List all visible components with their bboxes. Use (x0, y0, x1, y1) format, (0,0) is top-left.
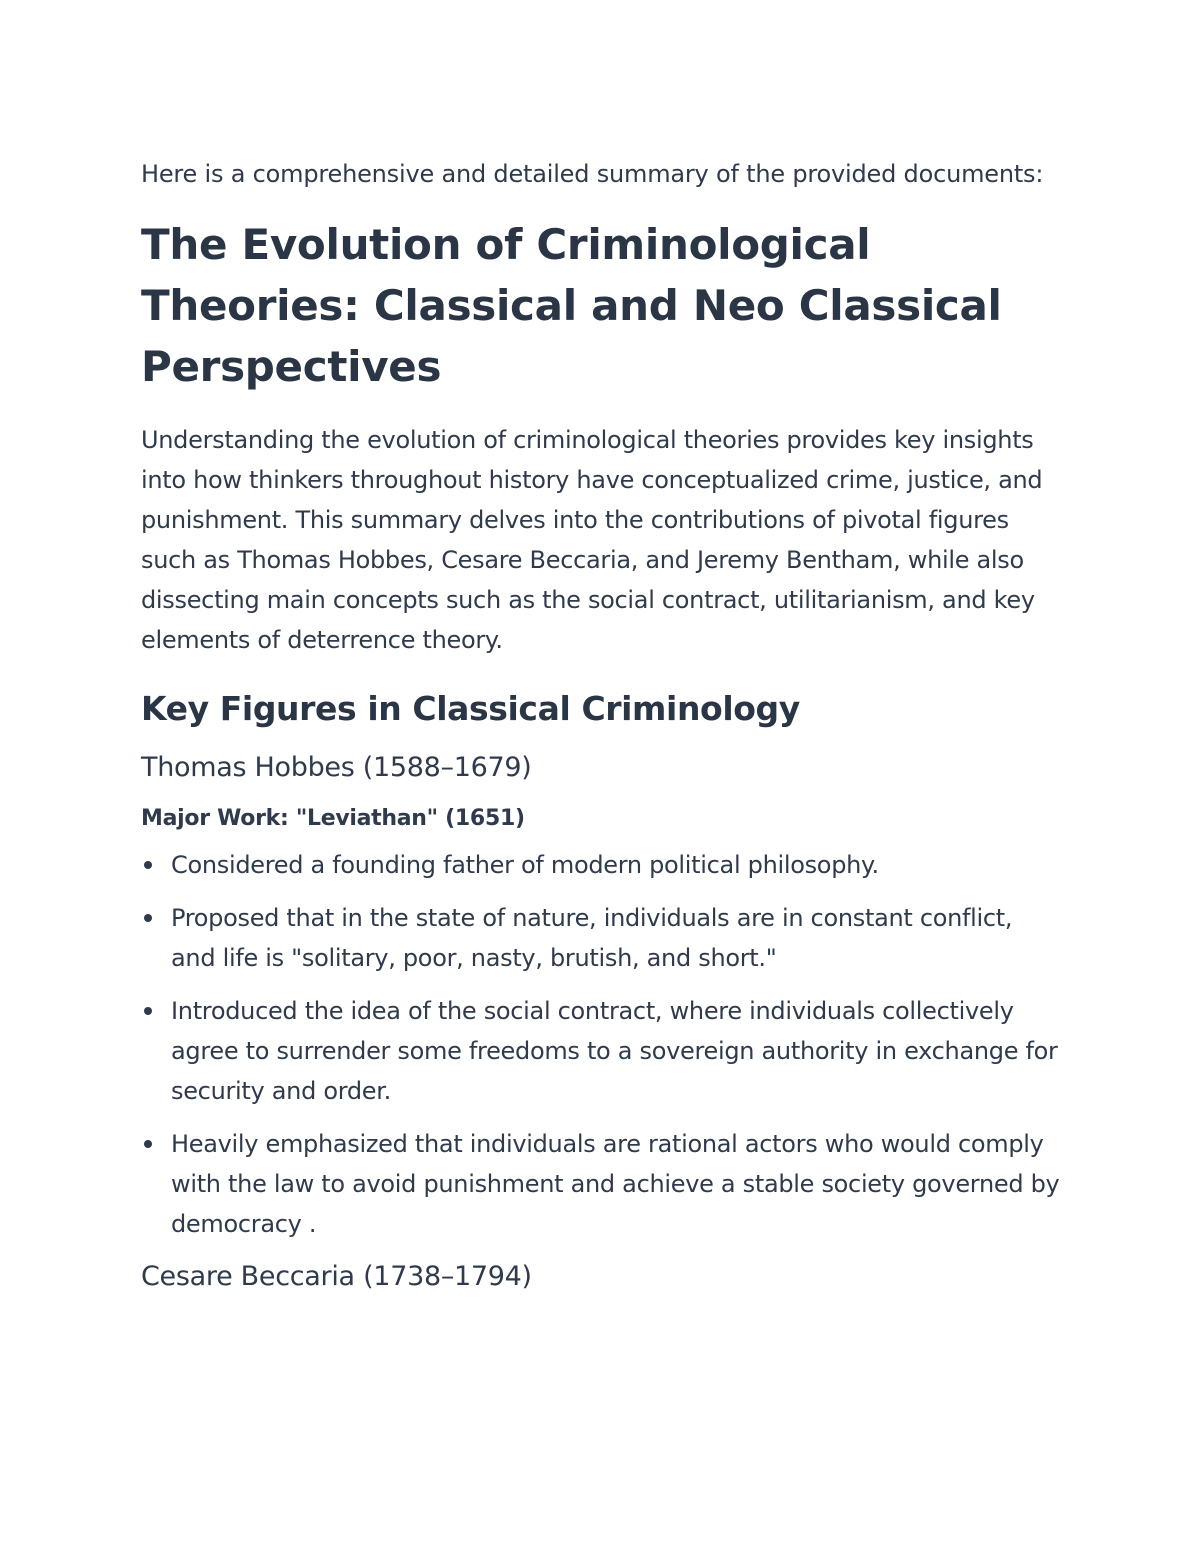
list-item-text: Considered a founding father of modern political philosophy. (171, 851, 879, 879)
intro-text: Here is a comprehensive and detailed summary of the provided documents: (141, 160, 1044, 188)
overview-paragraph: Understanding the evolution of criminological theories provides key insights into how thinkers throughout history have conceptualized crime, justice, and punishment. This summary delves into the contributions of pivotal figures such as Thomas Hobbes, Cesare Beccaria, and Jeremy Bentham, while also dissecting main concepts such as the social contract, utilitarianism, and key elements of deterrence theory. (141, 426, 1043, 654)
bullet-icon (144, 1140, 152, 1148)
list-item-text: Introduced the idea of the social contract, where individuals collectively agree to surrender some freedoms to a sovereign authority in exchange for security and order. (171, 997, 1058, 1105)
bullet-icon (144, 914, 152, 922)
list-item (141, 1124, 1061, 1244)
document-page (141, 154, 1061, 1297)
document-title: The Evolution of Criminological Theories: Classical and Neo Classical Perspectives (141, 220, 1002, 391)
major-work-label: Major Work: "Leviathan" (1651) (141, 806, 525, 831)
list-item-text: Heavily emphasized that individuals are rational actors who would comply with the law to avoid punishment and achieve a stable society governed by democracy . (171, 1130, 1060, 1238)
bullet-icon (144, 861, 152, 869)
section-heading: Key Figures in Classical Criminology (141, 689, 800, 728)
hobbes-bullet-list (141, 845, 1061, 1244)
list-item (141, 845, 1061, 885)
bullet-icon (144, 1007, 152, 1015)
figure-heading-hobbes: Thomas Hobbes (1588–1679) (141, 752, 532, 783)
list-item-text: Proposed that in the state of nature, individuals are in constant conflict, and life is "solitary, poor, nasty, brutish, and short." (171, 904, 1013, 972)
figure-heading-beccaria: Cesare Beccaria (1738–1794) (141, 1261, 532, 1292)
list-item (141, 991, 1061, 1111)
list-item (141, 898, 1061, 978)
